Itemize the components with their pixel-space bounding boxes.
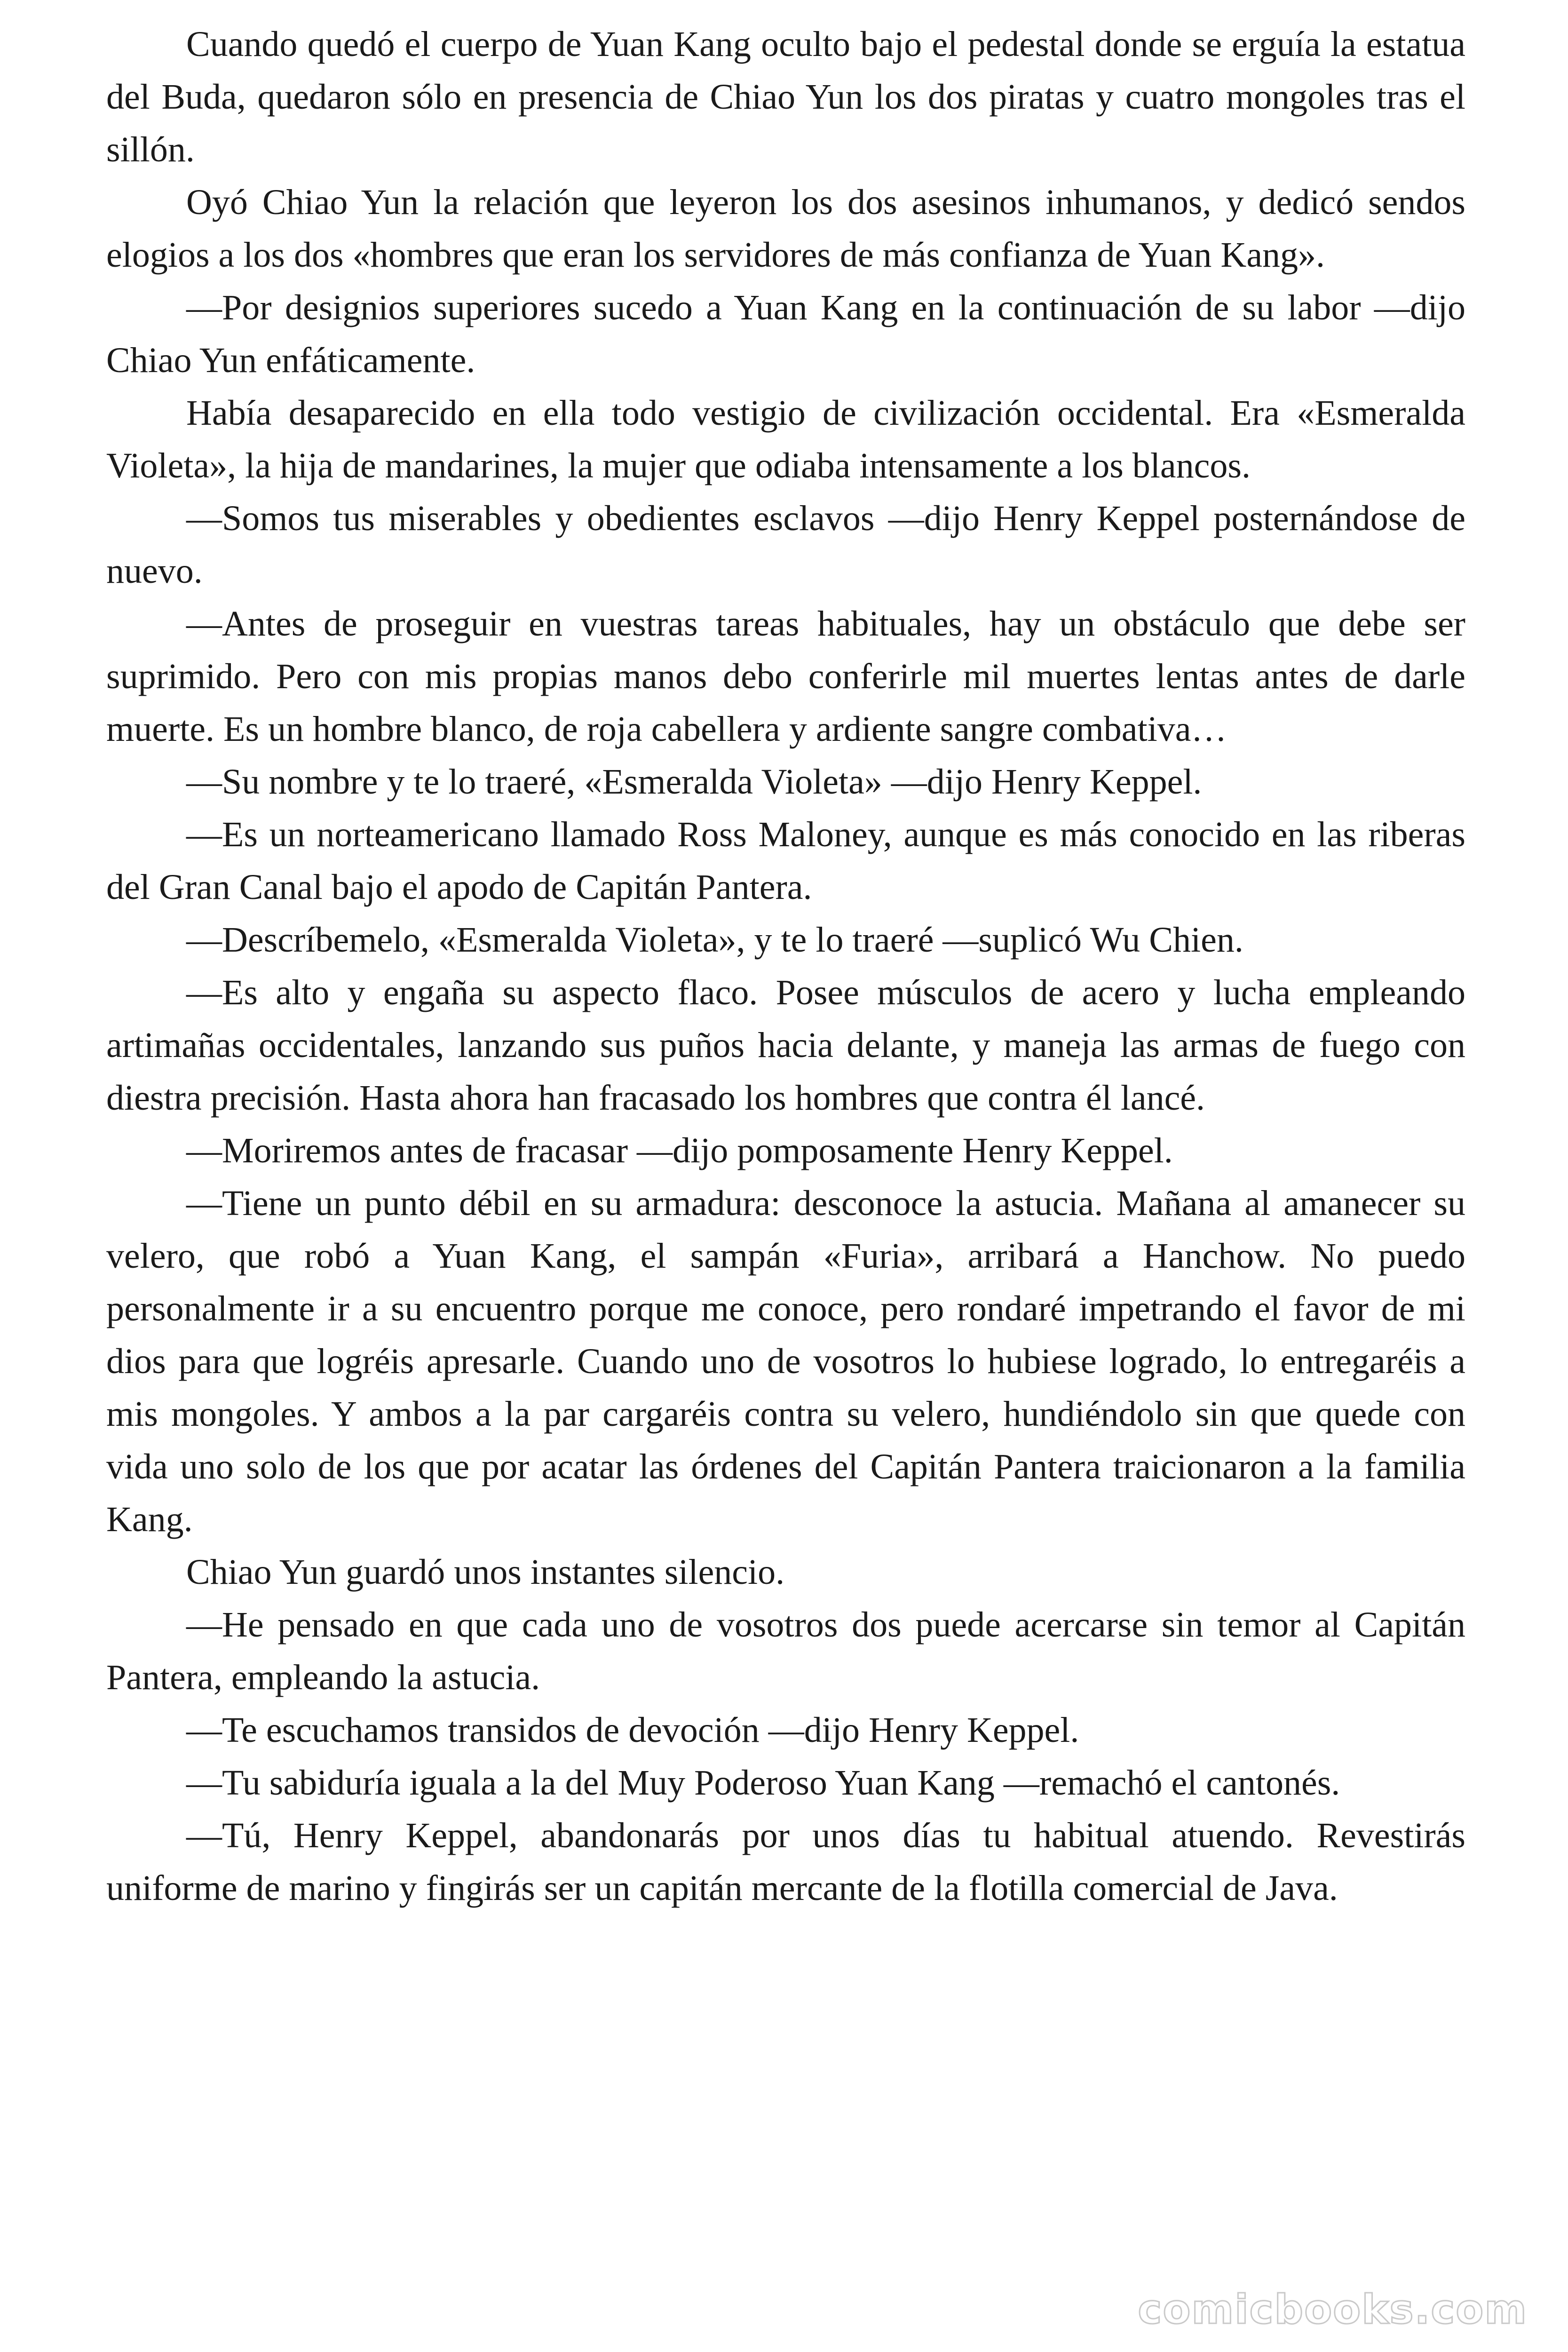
paragraph-8: —Es un norteamericano llamado Ross Maloney, aunque es más conocido en las riberas del Gran Canal bajo el apodo de Capitán Pantera. <box>106 815 1465 907</box>
paragraph-12: —Tiene un punto débil en su armadura: desconoce la astucia. Mañana al amanecer su velero, que robó a Yuan Kang, el sampán «Furia», arribará a Hanchow. No puedo personalmente ir a su encuentro porque me conoce, pero rondaré impetrando el favor de mi dios para que logréis apresarle. Cuando uno de vosotros lo hubiese logrado, lo entregaréis a mis mongoles. Y ambos a la par cargaréis contra su velero, hundiéndolo sin que quede con vida uno solo de los que por acatar las órdenes del Capitán Pantera traicionaron a la familia Kang. <box>106 1184 1465 1539</box>
paragraph-1: Cuando quedó el cuerpo de Yuan Kang oculto bajo el pedestal donde se erguía la estatua del Buda, quedaron sólo en presencia de Chiao Yun los dos piratas y cuatro mongoles tras el sillón. <box>106 24 1465 169</box>
paragraph-11: —Moriremos antes de fracasar —dijo pomposamente Henry Keppel. <box>186 1131 1173 1170</box>
paragraph-17: —Tú, Henry Keppel, abandonarás por unos días tu habitual atuendo. Revestirás uniforme de marino y fingirás ser un capitán mercante de la flotilla comercial de Java. <box>106 1816 1465 1908</box>
paragraph-9: —Descríbemelo, «Esmeralda Violeta», y te lo traeré —suplicó Wu Chien. <box>186 920 1243 960</box>
paragraph-16: —Tu sabiduría iguala a la del Muy Poderoso Yuan Kang —remachó el cantonés. <box>186 1763 1340 1803</box>
paragraph-5: —Somos tus miserables y obedientes esclavos —dijo Henry Keppel posternándose de nuevo. <box>106 499 1465 591</box>
paragraph-15: —Te escuchamos transidos de devoción —dijo Henry Keppel. <box>186 1710 1079 1750</box>
paragraph-3: —Por designios superiores sucedo a Yuan Kang en la continuación de su labor —dijo Chiao Yun enfáticamente. <box>106 288 1465 380</box>
paragraph-13: Chiao Yun guardó unos instantes silencio. <box>186 1552 785 1592</box>
paragraph-7: —Su nombre y te lo traeré, «Esmeralda Violeta» —dijo Henry Keppel. <box>186 762 1202 802</box>
paragraph-14: —He pensado en que cada uno de vosotros dos puede acercarse sin temor al Capitán Pantera, empleando la astucia. <box>106 1605 1465 1697</box>
paragraph-6: —Antes de proseguir en vuestras tareas habituales, hay un obstáculo que debe ser suprimido. Pero con mis propias manos debo conferirle mil muertes lentas antes de darle muerte. Es un hombre blanco, de roja cabellera y ardiente sangre combativa… <box>106 604 1465 749</box>
page-body <box>106 18 1465 1915</box>
paragraph-2: Oyó Chiao Yun la relación que leyeron los dos asesinos inhumanos, y dedicó sendos elogios a los dos «hombres que eran los servidores de más confianza de Yuan Kang». <box>106 183 1465 275</box>
watermark: comicbooks.com <box>1138 2286 1528 2333</box>
paragraph-10: —Es alto y engaña su aspecto flaco. Posee músculos de acero y lucha empleando artimañas occidentales, lanzando sus puños hacia delante, y maneja las armas de fuego con diestra precisión. Hasta ahora han fracasado los hombres que contra él lancé. <box>106 973 1465 1118</box>
paragraph-4: Había desaparecido en ella todo vestigio de civilización occidental. Era «Esmeralda Violeta», la hija de mandarines, la mujer que odiaba intensamente a los blancos. <box>106 393 1465 485</box>
